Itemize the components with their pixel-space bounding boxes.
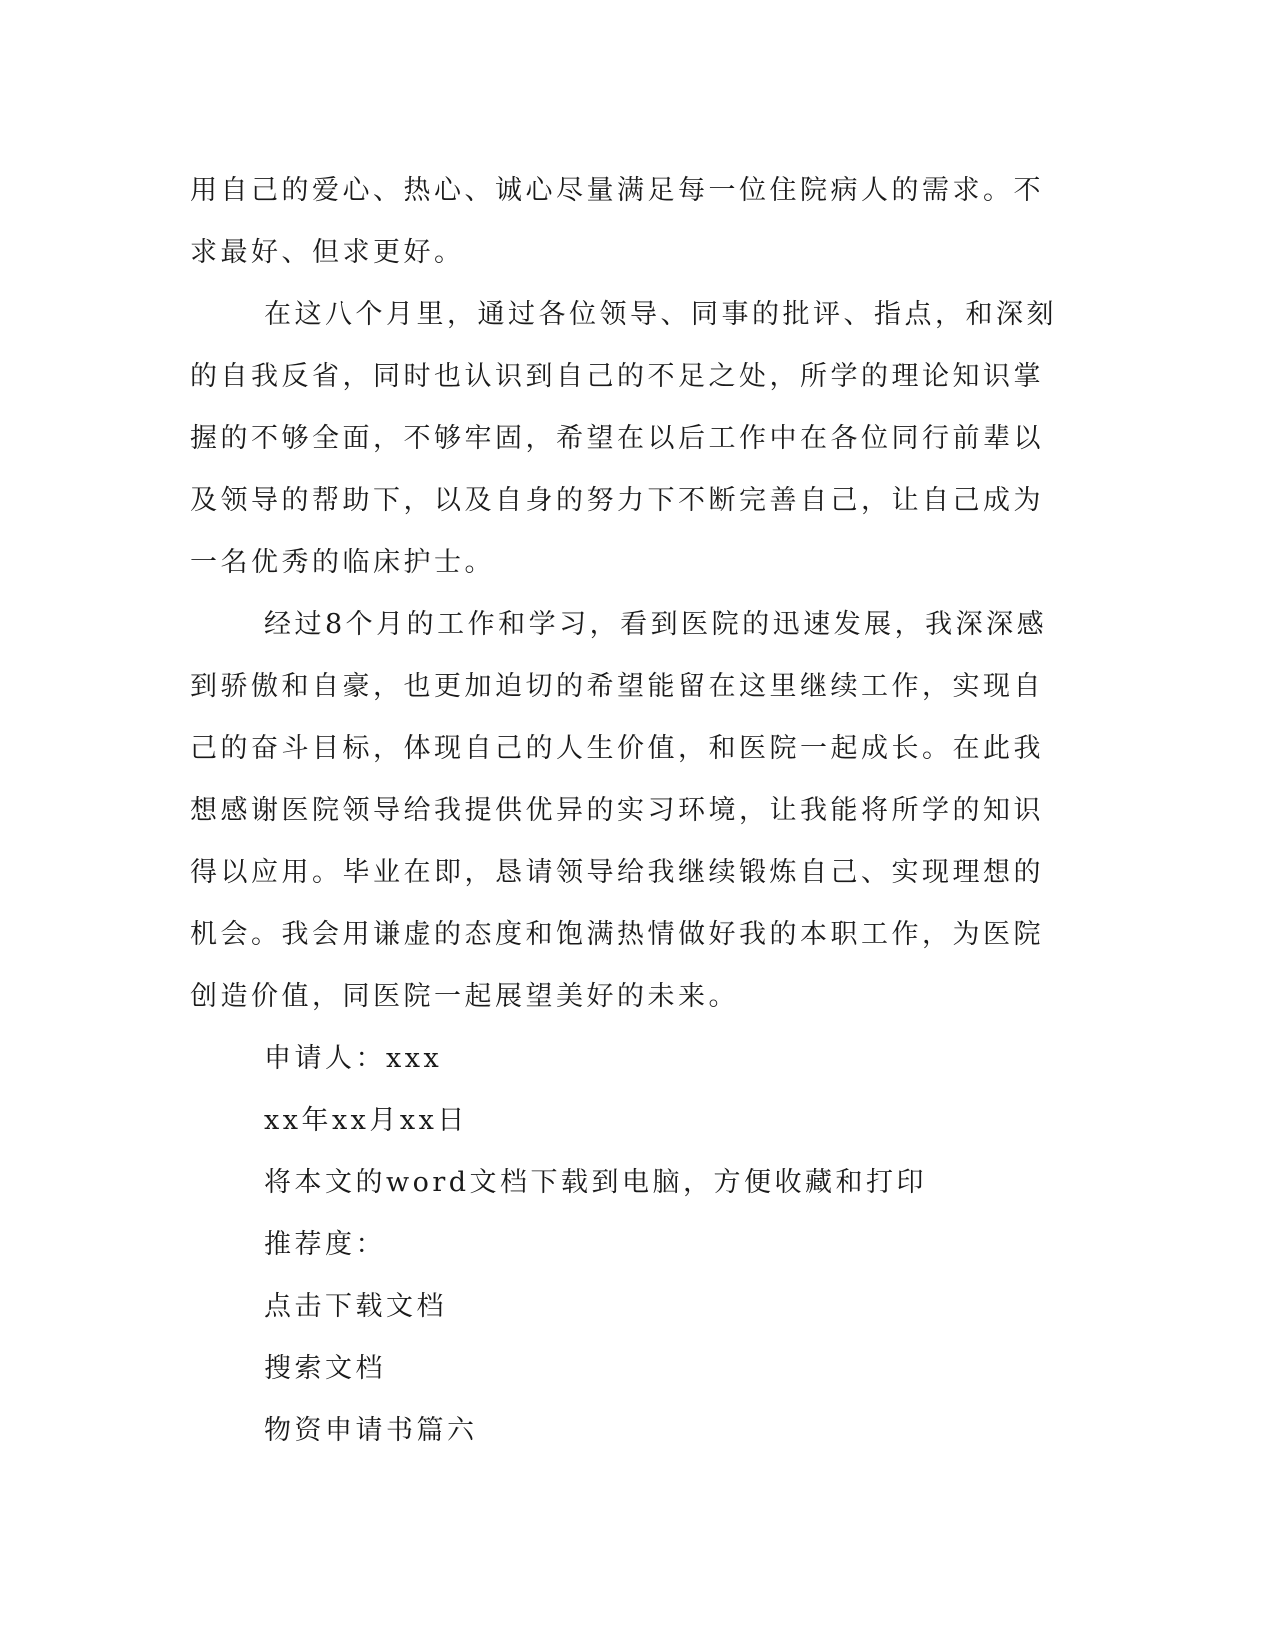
- download-document-link[interactable]: 点击下载文档: [264, 1291, 447, 1322]
- recommend-label: 推荐度：: [264, 1229, 386, 1260]
- next-article-title: 物资申请书篇六: [264, 1415, 478, 1446]
- paragraph-3: 经过8个月的工作和学习，看到医院的迅速发展，我深深感到骄傲和自豪，也更加迫切的希望能留在这里继续工作，实现自己的奋斗目标，体现自己的人生价值，和医院一起成长。在此我想感谢医院领导给我提供优异的实习环境，让我能将所学的知识得以应用。毕业在即，恳请领导给我继续锻炼自己、实现理想的机会。我会用谦虚的态度和饱满热情做好我的本职工作，为医院创造价值，同医院一起展望美好的未来。: [190, 609, 1048, 1012]
- signature-date: xx年xx月xx日: [264, 1105, 468, 1136]
- search-document-link[interactable]: 搜索文档: [264, 1353, 386, 1384]
- paragraph-1: 用自己的爱心、热心、诚心尽量满足每一位住院病人的需求。不求最好、但求更好。: [190, 175, 1044, 268]
- document-body: [190, 160, 1070, 1462]
- paragraph-2: 在这八个月里，通过各位领导、同事的批评、指点，和深刻的自我反省，同时也认识到自己的不足之处，所学的理论知识掌握的不够全面，不够牢固，希望在以后工作中在各位同行前辈以及领导的帮助下，以及自身的努力下不断完善自己，让自己成为一名优秀的临床护士。: [190, 299, 1057, 578]
- applicant-signature: 申请人：xxx: [264, 1043, 443, 1074]
- download-note: 将本文的word文档下载到电脑，方便收藏和打印: [264, 1167, 928, 1198]
